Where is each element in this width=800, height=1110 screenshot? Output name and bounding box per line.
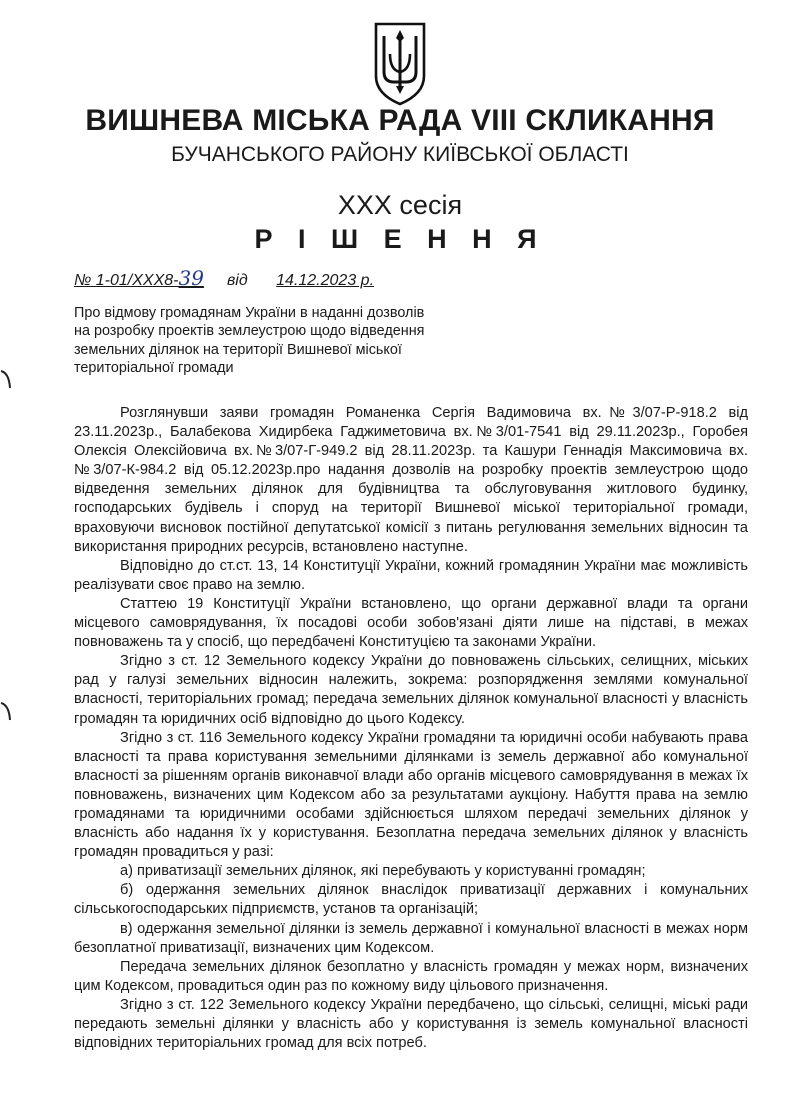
handwritten-number: 39	[178, 266, 204, 290]
body-paragraph: Передача земельних ділянок безоплатно у власність громадян у межах норм, визначених цим Кодексом, провадиться один раз по кожному виду цільового призначення.	[74, 958, 748, 994]
body-paragraph: Згідно з ст. 122 Земельного кодексу України передбачено, що сільські, селищні, міські ради передають земельні ділянки у власність або у користування із земель комунальної власності відповідних територіальних громад для всіх потреб.	[74, 996, 748, 1052]
scan-edge-mark	[0, 368, 14, 390]
list-item: б) одержання земельних ділянок внаслідок приватизації державних і комунальних сільськогосподарських підприємств, установ та організацій;	[74, 882, 748, 918]
subject-line: на розробку проектів землеустрою щодо відведення	[74, 323, 425, 340]
body-paragraph: Статтею 19 Конституції України встановлено, що органи державної влади та органи місцевого самоврядування, їх посадові особи зобов'язані діяти лише на підставі, в межах повноважень та у спосіб, що передбачені Конституцією та законами України.	[74, 595, 748, 651]
subject-line: земельних ділянок на території Вишневої міської	[74, 341, 402, 358]
list-item: а) приватизації земельних ділянок, які перебувають у користуванні громадян;	[120, 863, 646, 880]
decision-heading: Р І Ш Е Н Н Я	[254, 224, 546, 254]
subject-line: Про відмову громадянам України в наданні дозволів	[74, 305, 425, 321]
session-title: XXX сесія	[337, 190, 463, 220]
council-title: ВИШНЕВА МІСЬКА РАДА VIII СКЛИКАННЯ	[85, 104, 715, 137]
decision-number-prefix: № 1-01/XXX8-	[74, 272, 179, 289]
body-paragraph: Згідно з ст. 12 Земельного кодексу України до повноважень сільських, селищних, міських рад у галузі земельних відносин належить, зокрема: розпорядження землями комунальної власності, територіальних громад; передача земельних ділянок комунальної власності у власність громадян та юридичних осіб відповідно до цього Кодексу.	[74, 653, 748, 727]
subject-line: територіальної громади	[74, 359, 234, 376]
body-paragraph: Розглянувши заяви громадян Романенка Сергія Вадимовича вх.№3/07-Р-918.2 від 23.11.2023р., Балабекова Хидирбека Гаджиметовича вх.№3/01-7541 від 29.11.2023р., Горобея Олексія Олексійовича вх.№3/07-Г-949.2 від 28.11.2023р. та Кашури Геннадія Максимовича вх.№3/07-К-984.2 від 05.12.2023р.про надання дозволів на розробку проектів землеустрою щодо відведення земельних ділянок для будівництва та обслуговування житлового будинку, господарських будівель і споруд на території Вишневої міської територіальної громади, враховуючи висновок постійної депутатської комісії з питань регулювання земельних відносин та використання природних ресурсів, встановлено наступне.	[74, 405, 748, 555]
body-paragraph: Згідно з ст. 116 Земельного кодексу України громадяни та юридичні особи набувають права власності та права користування земельними ділянками із земель державної або комунальної власності за рішенням органів виконавчої влади або органів місцевого самоврядування в межах їх повноважень, визначених цим Кодексом або за результатами аукціону. Набуття права на землю громадянами та юридичними особами здійснюється шляхом передачі земельних ділянок у власність або надання їх у користування. Безоплатна передача земельних ділянок у власність громадян провадиться у разі:	[74, 729, 748, 861]
body-paragraph: Відповідно до ст.ст. 13, 14 Конституції України, кожний громадянин України має можливість реалізувати своє право на землю.	[74, 557, 748, 593]
list-item: в) одержання земельної ділянки із земель державної і комунальної власності в межах норм безоплатної приватизації, визначених цим Кодексом.	[74, 920, 748, 956]
decision-subject	[74, 304, 454, 377]
decision-number-line	[74, 266, 374, 290]
scan-edge-mark	[0, 700, 14, 722]
from-label: від	[226, 272, 248, 289]
district-subtitle: БУЧАНСЬКОГО РАЙОНУ КИЇВСЬКОЇ ОБЛАСТІ	[171, 143, 629, 166]
trident-icon	[372, 20, 428, 106]
decision-date: 14.12.2023 р.	[276, 272, 375, 289]
decision-body	[74, 404, 748, 1053]
